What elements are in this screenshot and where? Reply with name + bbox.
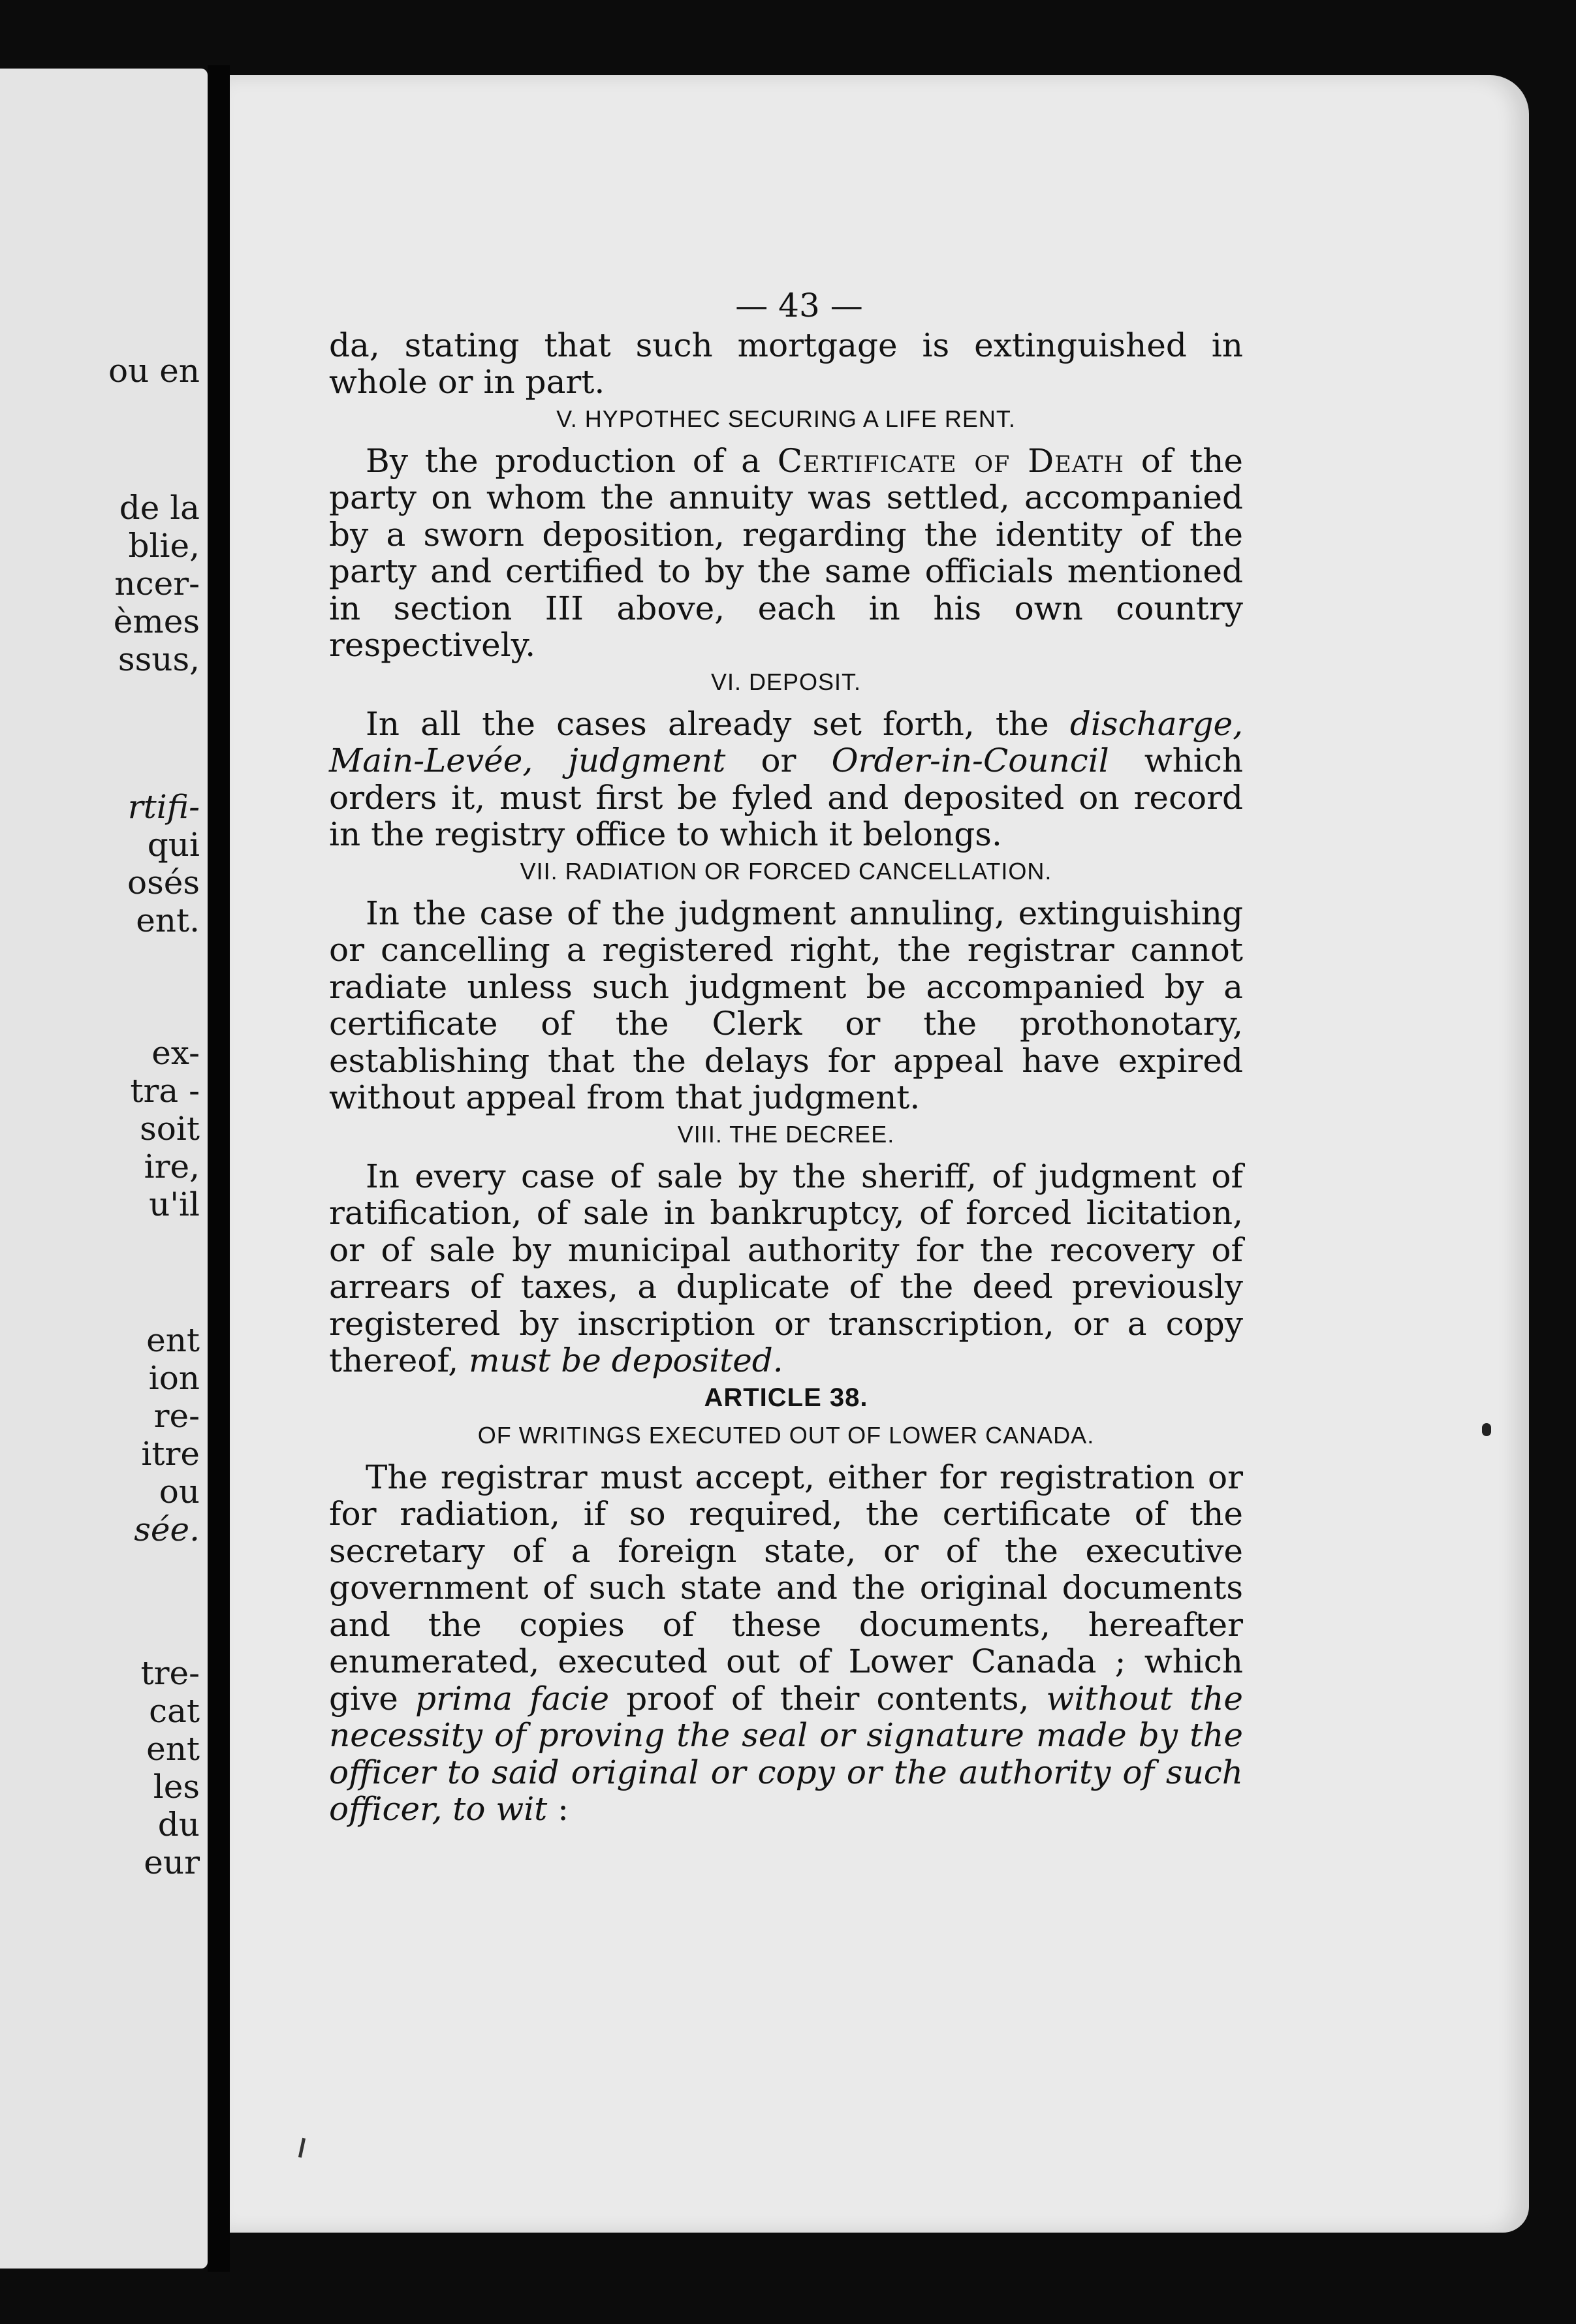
text-run: : [547, 1790, 569, 1828]
heading-article-38: ARTICLE 38. [704, 1383, 868, 1412]
text-run: The registrar must accept, either for registration or for radiation, if so required, the certificate of the secretary of a foreign state, or of the executive government of such state and the original documents and the copies of these documents, hereafter enumerated, executed out of Lower Canada ; which give [329, 1458, 1243, 1718]
left-page-fragment: qui [147, 826, 200, 864]
left-page-fragment: ssus, [118, 640, 200, 678]
left-page-fragment: itre [141, 1435, 200, 1473]
left-page-fragment: sée. [134, 1511, 200, 1548]
text-run-italic: Order-in-Council [831, 742, 1109, 779]
heading-writings: OF WRITINGS EXECUTED OUT OF LOWER CANADA. [477, 1421, 1095, 1449]
left-page-fragment: osés [127, 864, 200, 902]
text-run-italic: without the necessity of proving the seal or signature made by the officer to said original or copy or the authority of such officer, to wit [329, 1679, 1243, 1828]
left-page-margin [0, 69, 208, 2269]
left-page-fragment: rtifi- [127, 788, 200, 826]
left-page-fragment: ent [146, 1321, 200, 1359]
left-page-fragment: les [153, 1768, 200, 1806]
ink-speck [1482, 1423, 1491, 1436]
text-run: proof of their contents, [609, 1679, 1047, 1718]
left-page-fragment: tra - [130, 1072, 200, 1110]
paragraph-article-38 [329, 1459, 1243, 1828]
text-run: of the party on whom the annuity was settled, accompanied by a sworn deposition, regarding the identity of the party and certified to by the same officials mentioned in section III above, each in his own country respectively. [329, 441, 1244, 664]
left-page-fragment: ncer- [114, 565, 200, 603]
left-page-fragment: cat [149, 1692, 200, 1730]
left-page-fragment: ion [148, 1359, 200, 1397]
paragraph-deposit [329, 706, 1243, 853]
text-run: or [725, 742, 832, 779]
left-page-fragment: de la [119, 489, 200, 527]
book-spine [208, 65, 230, 2272]
left-page-fragment: ou en [108, 352, 200, 390]
left-page-fragment: soit [140, 1110, 200, 1148]
left-page-fragment: ex- [151, 1034, 200, 1072]
page-text-column [329, 287, 1243, 1828]
heading-decree: VIII. THE DECREE. [677, 1120, 895, 1148]
left-page-fragment: re- [153, 1397, 200, 1435]
left-page-fragment: ent. [136, 902, 200, 939]
left-page-fragment: eur [144, 1844, 200, 1881]
text-run-italic: discharge, Main-Levée, judgment [329, 704, 1243, 779]
left-page-fragment: èmes [113, 603, 200, 640]
text-run-small-caps: Certificate of Death [777, 441, 1124, 480]
left-page-fragment: blie, [128, 527, 200, 565]
text-run: In every case of sale by the sheriff, of judgment of ratification, of sale in bankruptcy, of forced licitation, or of sale by municipal authority for the recovery of arrears of taxes, a duplicate of the deed previously registered by inscription or transcription, or a copy thereof, [329, 1157, 1243, 1379]
text-run-italic: must be deposited. [469, 1342, 783, 1379]
heading-deposit: VI. DEPOSIT. [710, 668, 862, 695]
heading-life-rent: V. HYPOTHEC SECURING A LIFE RENT. [556, 405, 1016, 432]
text-run-italic: prima facie [415, 1679, 610, 1718]
text-run: which orders it, must first be fyled and deposited on record in the registry office to which it belongs. [329, 742, 1244, 853]
left-page-fragment: tre- [140, 1654, 200, 1692]
left-page-fragment: du [157, 1806, 200, 1844]
paragraph-intro: da, stating that such mortgage is extinguished in whole or in part. [329, 326, 1243, 401]
page-number: — 43 — [735, 287, 863, 324]
paragraph-life-rent [329, 443, 1243, 664]
paragraph-radiation: In the case of the judgment annuling, extinguishing or cancelling a registered right, the registrar cannot radiate unless such judgment be accompanied by a certificate of the Clerk or the prothonotary, establishing that the delays for appeal have expired without appeal from that judgment. [329, 894, 1243, 1116]
left-page-fragment: ent [146, 1730, 200, 1768]
paragraph-decree [329, 1158, 1243, 1379]
left-page-fragment: ire, [144, 1148, 200, 1186]
text-run: In all the cases already set forth, the [366, 704, 1070, 743]
left-page-fragment: u'il [149, 1186, 200, 1223]
heading-radiation: VII. RADIATION OR FORCED CANCELLATION. [520, 857, 1052, 885]
left-page-fragment: ou [159, 1473, 200, 1511]
text-run: By the production of a [366, 441, 778, 480]
